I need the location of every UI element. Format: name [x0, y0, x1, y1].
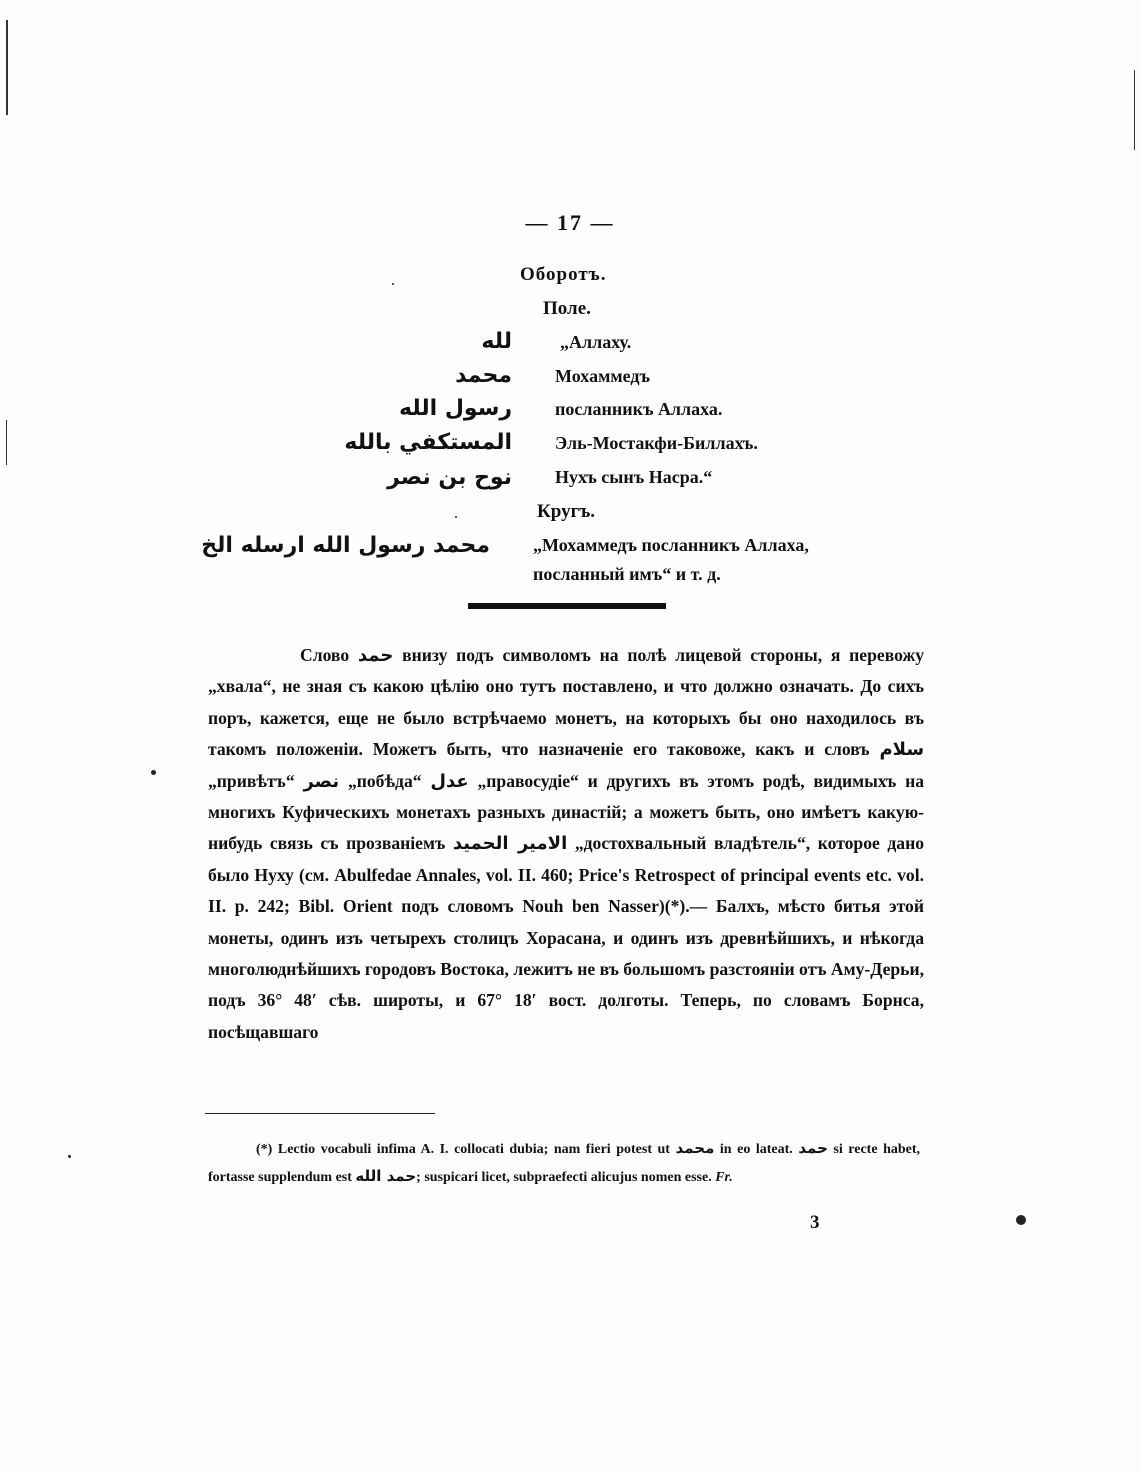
inscription-arabic-3: رسول الله: [399, 396, 512, 421]
scan-speck: [455, 516, 457, 518]
arabic-word-adl: عدل: [430, 770, 469, 792]
inscription-russian-3: посланникъ Аллаха.: [555, 399, 723, 419]
footnote-arabic-3: حمد الله: [355, 1167, 417, 1185]
inscription-arabic-1: لله: [481, 329, 512, 354]
inscription-arabic-2: محمد: [455, 363, 512, 388]
footnote-arabic-1: محمد: [675, 1139, 715, 1157]
circle-title: Кругъ.: [537, 501, 596, 522]
footnote-arabic-2: حمد: [798, 1139, 828, 1157]
margin-scan-line: [6, 20, 8, 115]
circle-russian-line-2: посланный имъ“ и т. д.: [533, 564, 721, 584]
scan-speck: [151, 770, 156, 775]
scan-speck: [392, 283, 394, 285]
body-paragraph: Слово حمد внизу подъ символомъ на полѣ лицевой стороны, я перевожу „хвала“, не зная съ какою цѣлію оно тутъ поставлено, и что должно означать. До сихъ поръ, кажется, еще не было встрѣчаемо монетъ, на которыхъ бы оно находилось въ такомъ положеніи. Можетъ быть, что назначеніе его таковоже, какъ и словъ سلام „привѣтъ“ نصر „побѣда“ عدل „правосудіе“ и другихъ въ этомъ родѣ, видимыхъ на многихъ Куфическихъ монетахъ разныхъ династій; а можетъ быть, оно имѣетъ какую-нибудь связь съ прозваніемъ الامير الحميد „достохвальный владѣтель“, которое дано было Нуху (см. Abulfedae Annales, vol. II. 460; Price's Retrospect of principal events etc. vol. II. p. 242; Bibl. Orient подъ словомъ Nouh ben Nasser)(*).— Балхъ, мѣсто битья этой монеты, одинъ изъ четырехъ столицъ Хорасана, и одинъ изъ древнѣйшихъ, и нѣкогда многолюднѣйшихъ городовъ Востока, лежитъ не въ большомъ разстояніи отъ Аму-Дерьи, подъ 36° 48′ сѣв. широты, и 67° 18′ вост. долготы. Теперь, по словамъ Борнса, посѣщавшаго: [208, 645, 925, 1042]
inscription-russian-4: Эль-Мостакфи-Биллахъ.: [555, 433, 758, 453]
inscription-russian-1: „Аллаху.: [560, 332, 632, 352]
section-title: Оборотъ.: [520, 264, 607, 285]
footnote: (*) Lectio vocabuli infima A. I. collocati dubia; nam fieri potest ut محمد in eo lateat. حمد si recte habet, fortasse supplendum est حمد الله; suspicari licet, subpraefecti alicujus nomen esse. Fr.: [208, 1139, 921, 1185]
footnote-rule: [205, 1113, 435, 1114]
inscription-russian-2: Мохаммедъ: [555, 366, 650, 386]
footnote-author: Fr.: [715, 1170, 733, 1185]
arabic-word-salam: سلام: [879, 739, 925, 761]
scan-speck: [1016, 1215, 1026, 1225]
circle-russian-line-1: „Мохаммедъ посланникъ Аллаха,: [533, 535, 809, 555]
margin-scan-line-3: [1134, 70, 1135, 150]
field-title: Поле.: [543, 298, 591, 319]
signature-mark: 3: [810, 1212, 820, 1233]
inscription-arabic-4: المستكفي بالله: [344, 430, 512, 455]
inscription-russian-5: Нухъ сынъ Насра.“: [555, 467, 713, 487]
arabic-phrase-al-amir-al-hamid: الامير الحميد: [452, 833, 568, 855]
margin-scan-line-2: [6, 420, 7, 465]
scan-speck: [68, 1155, 71, 1158]
circle-arabic: محمد رسول الله ارسله الخ: [201, 533, 490, 558]
arabic-word-nasr: نصر: [303, 770, 340, 792]
section-divider: [468, 603, 666, 609]
arabic-word-hamd: حمد: [357, 645, 394, 666]
page-number: — 17 —: [525, 210, 615, 235]
inscription-arabic-5: نوح بن نصر: [387, 465, 512, 490]
